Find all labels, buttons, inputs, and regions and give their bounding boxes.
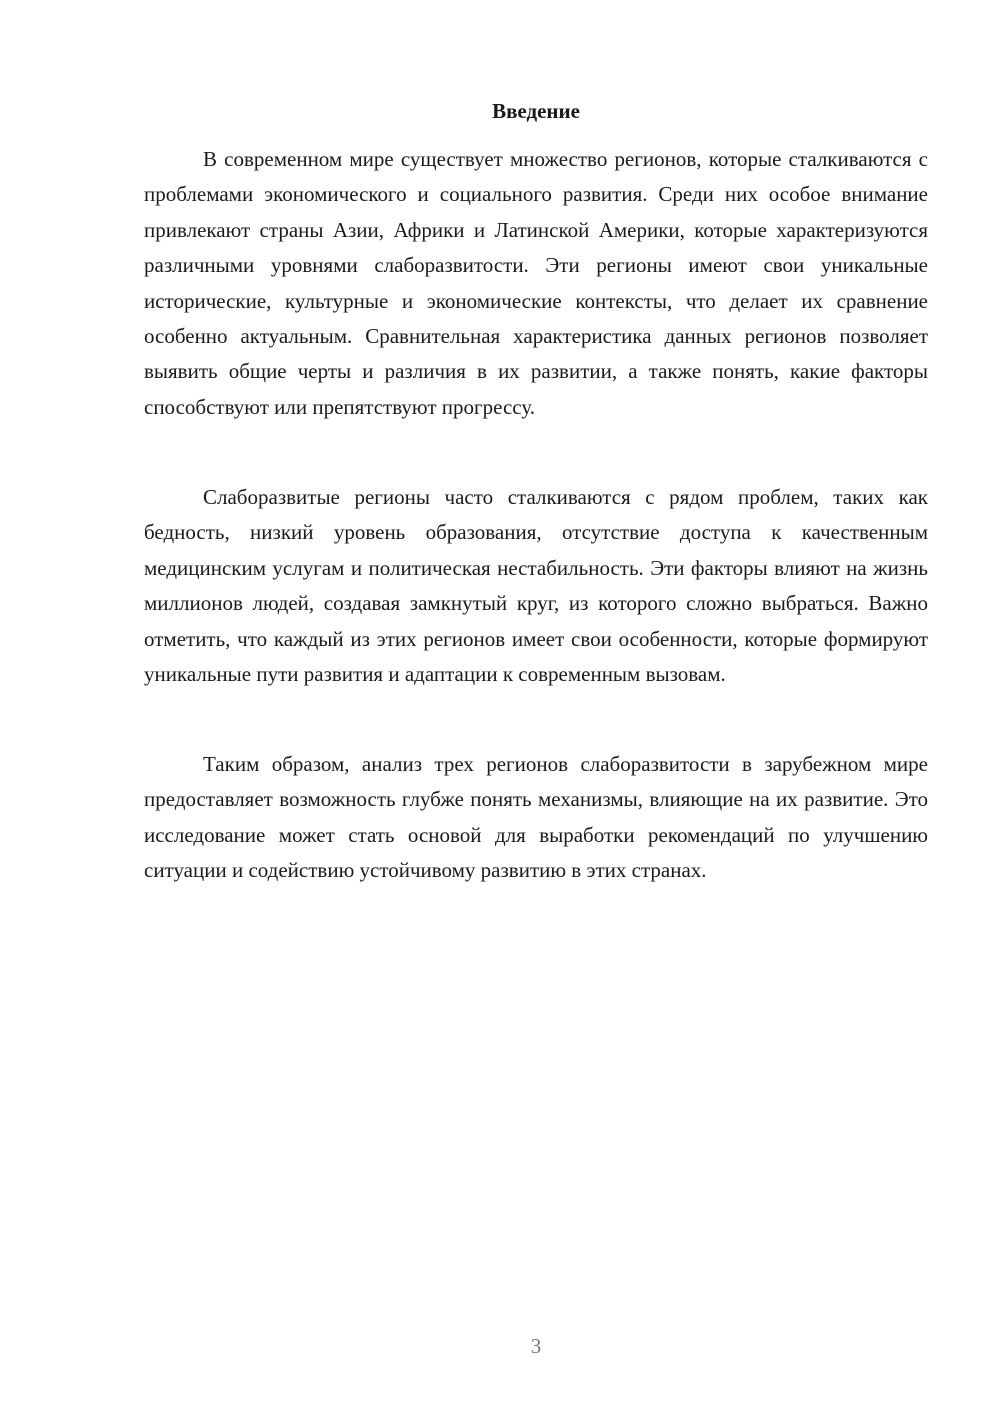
intro-paragraph-2: Слаборазвитые регионы часто сталкиваются с рядом проблем, таких как бедность, низкий уровень образования, отсутствие доступа к качественным медицинским услугам и политическая нестабильность. Эти факторы влияют на жизнь миллионов людей, создавая замкнутый круг, из которого сложно выбраться. Важно отметить, что каждый из этих регионов имеет свои особенности, которые формируют уникальные пути развития и адаптации к современным вызовам. <box>144 485 928 687</box>
page-number: 3 <box>530 1334 542 1358</box>
page-title: Введение <box>492 99 580 123</box>
intro-paragraph-3: Таким образом, анализ трех регионов слаборазвитости в зарубежном мире предоставляет возможность глубже понять механизмы, влияющие на их развитие. Это исследование может стать основой для выработки рекомендаций по улучшению ситуации и содействию устойчивому развитию в этих странах. <box>144 752 928 883</box>
intro-paragraph-1: В современном мире существует множество регионов, которые сталкиваются с проблемами экономического и социального развития. Среди них особое внимание привлекают страны Азии, Африки и Латинской Америки, которые характеризуются различными уровнями слаборазвитости. Эти регионы имеют свои уникальные исторические, культурные и экономические контексты, что делает их сравнение особенно актуальным. Сравнительная характеристика данных регионов позволяет выявить общие черты и различия в их развитии, а также понять, какие факторы способствуют или препятствуют прогрессу. <box>144 147 928 419</box>
